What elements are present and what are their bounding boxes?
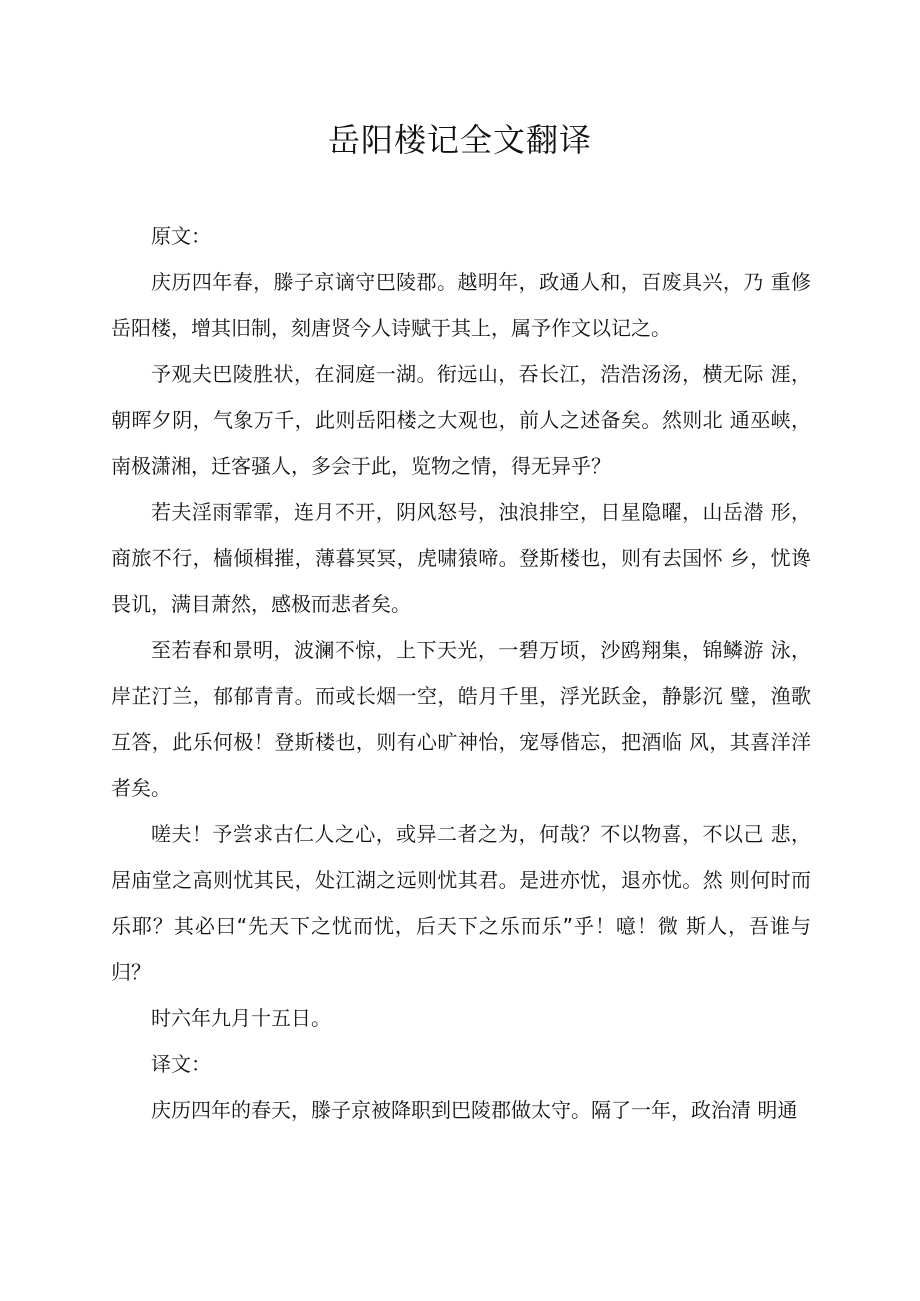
paragraph-original-2: 予观夫巴陵胜状，在洞庭一湖。衔远山，吞长江，浩浩汤汤，横无际 涯，朝晖夕阴，气象万千，此则岳阳楼之大观也，前人之述备矣。然则北 通巫峡，南极潇湘，迁客骚人，多会于此，览物之情，得无异乎？: [111, 362, 811, 478]
document-body: [111, 213, 811, 1133]
paragraph-translation-1: 庆历四年的春天，滕子京被降职到巴陵郡做太守。隔了一年，政治清 明通: [151, 1098, 798, 1122]
paragraph-original-3: 若夫淫雨霏霏，连月不开，阴风怒号，浊浪排空，日星隐曜，山岳潜 形，商旅不行，樯倾楫摧，薄暮冥冥，虎啸猿啼。登斯楼也，则有去国怀 乡，忧谗畏讥，满目萧然，感极而悲者矣。: [111, 500, 811, 616]
paragraph-original-4: 至若春和景明，波澜不惊，上下天光，一碧万顷，沙鸥翔集，锦鳞游 泳，岸芷汀兰，郁郁青青。而或长烟一空，皓月千里，浮光跃金，静影沉 璧，渔歌互答，此乐何极！登斯楼也，则有心旷神怡，宠辱偕忘，把酒临 风，其喜洋洋者矣。: [111, 638, 811, 800]
paragraph-original-1: 庆历四年春，滕子京谪守巴陵郡。越明年，政通人和，百废具兴，乃 重修岳阳楼，增其旧制，刻唐贤今人诗赋于其上，属予作文以记之。: [111, 270, 811, 340]
paragraph-original-5: 嗟夫！予尝求古仁人之心，或异二者之为，何哉？不以物喜，不以己 悲，居庙堂之高则忧其民，处江湖之远则忧其君。是进亦忧，退亦忧。然 则何时而乐耶？其必曰“先天下之忧而忧，后天下之乐而乐”乎！噫！微 斯人，吾谁与归？: [111, 822, 811, 984]
paragraph-translation-label: 译文：: [151, 1052, 211, 1076]
paragraph-original-label: 原文：: [151, 224, 211, 248]
page-title: 岳阳楼记全文翻译: [327, 121, 592, 159]
paragraph-date: 时六年九月十五日。: [151, 1006, 331, 1030]
